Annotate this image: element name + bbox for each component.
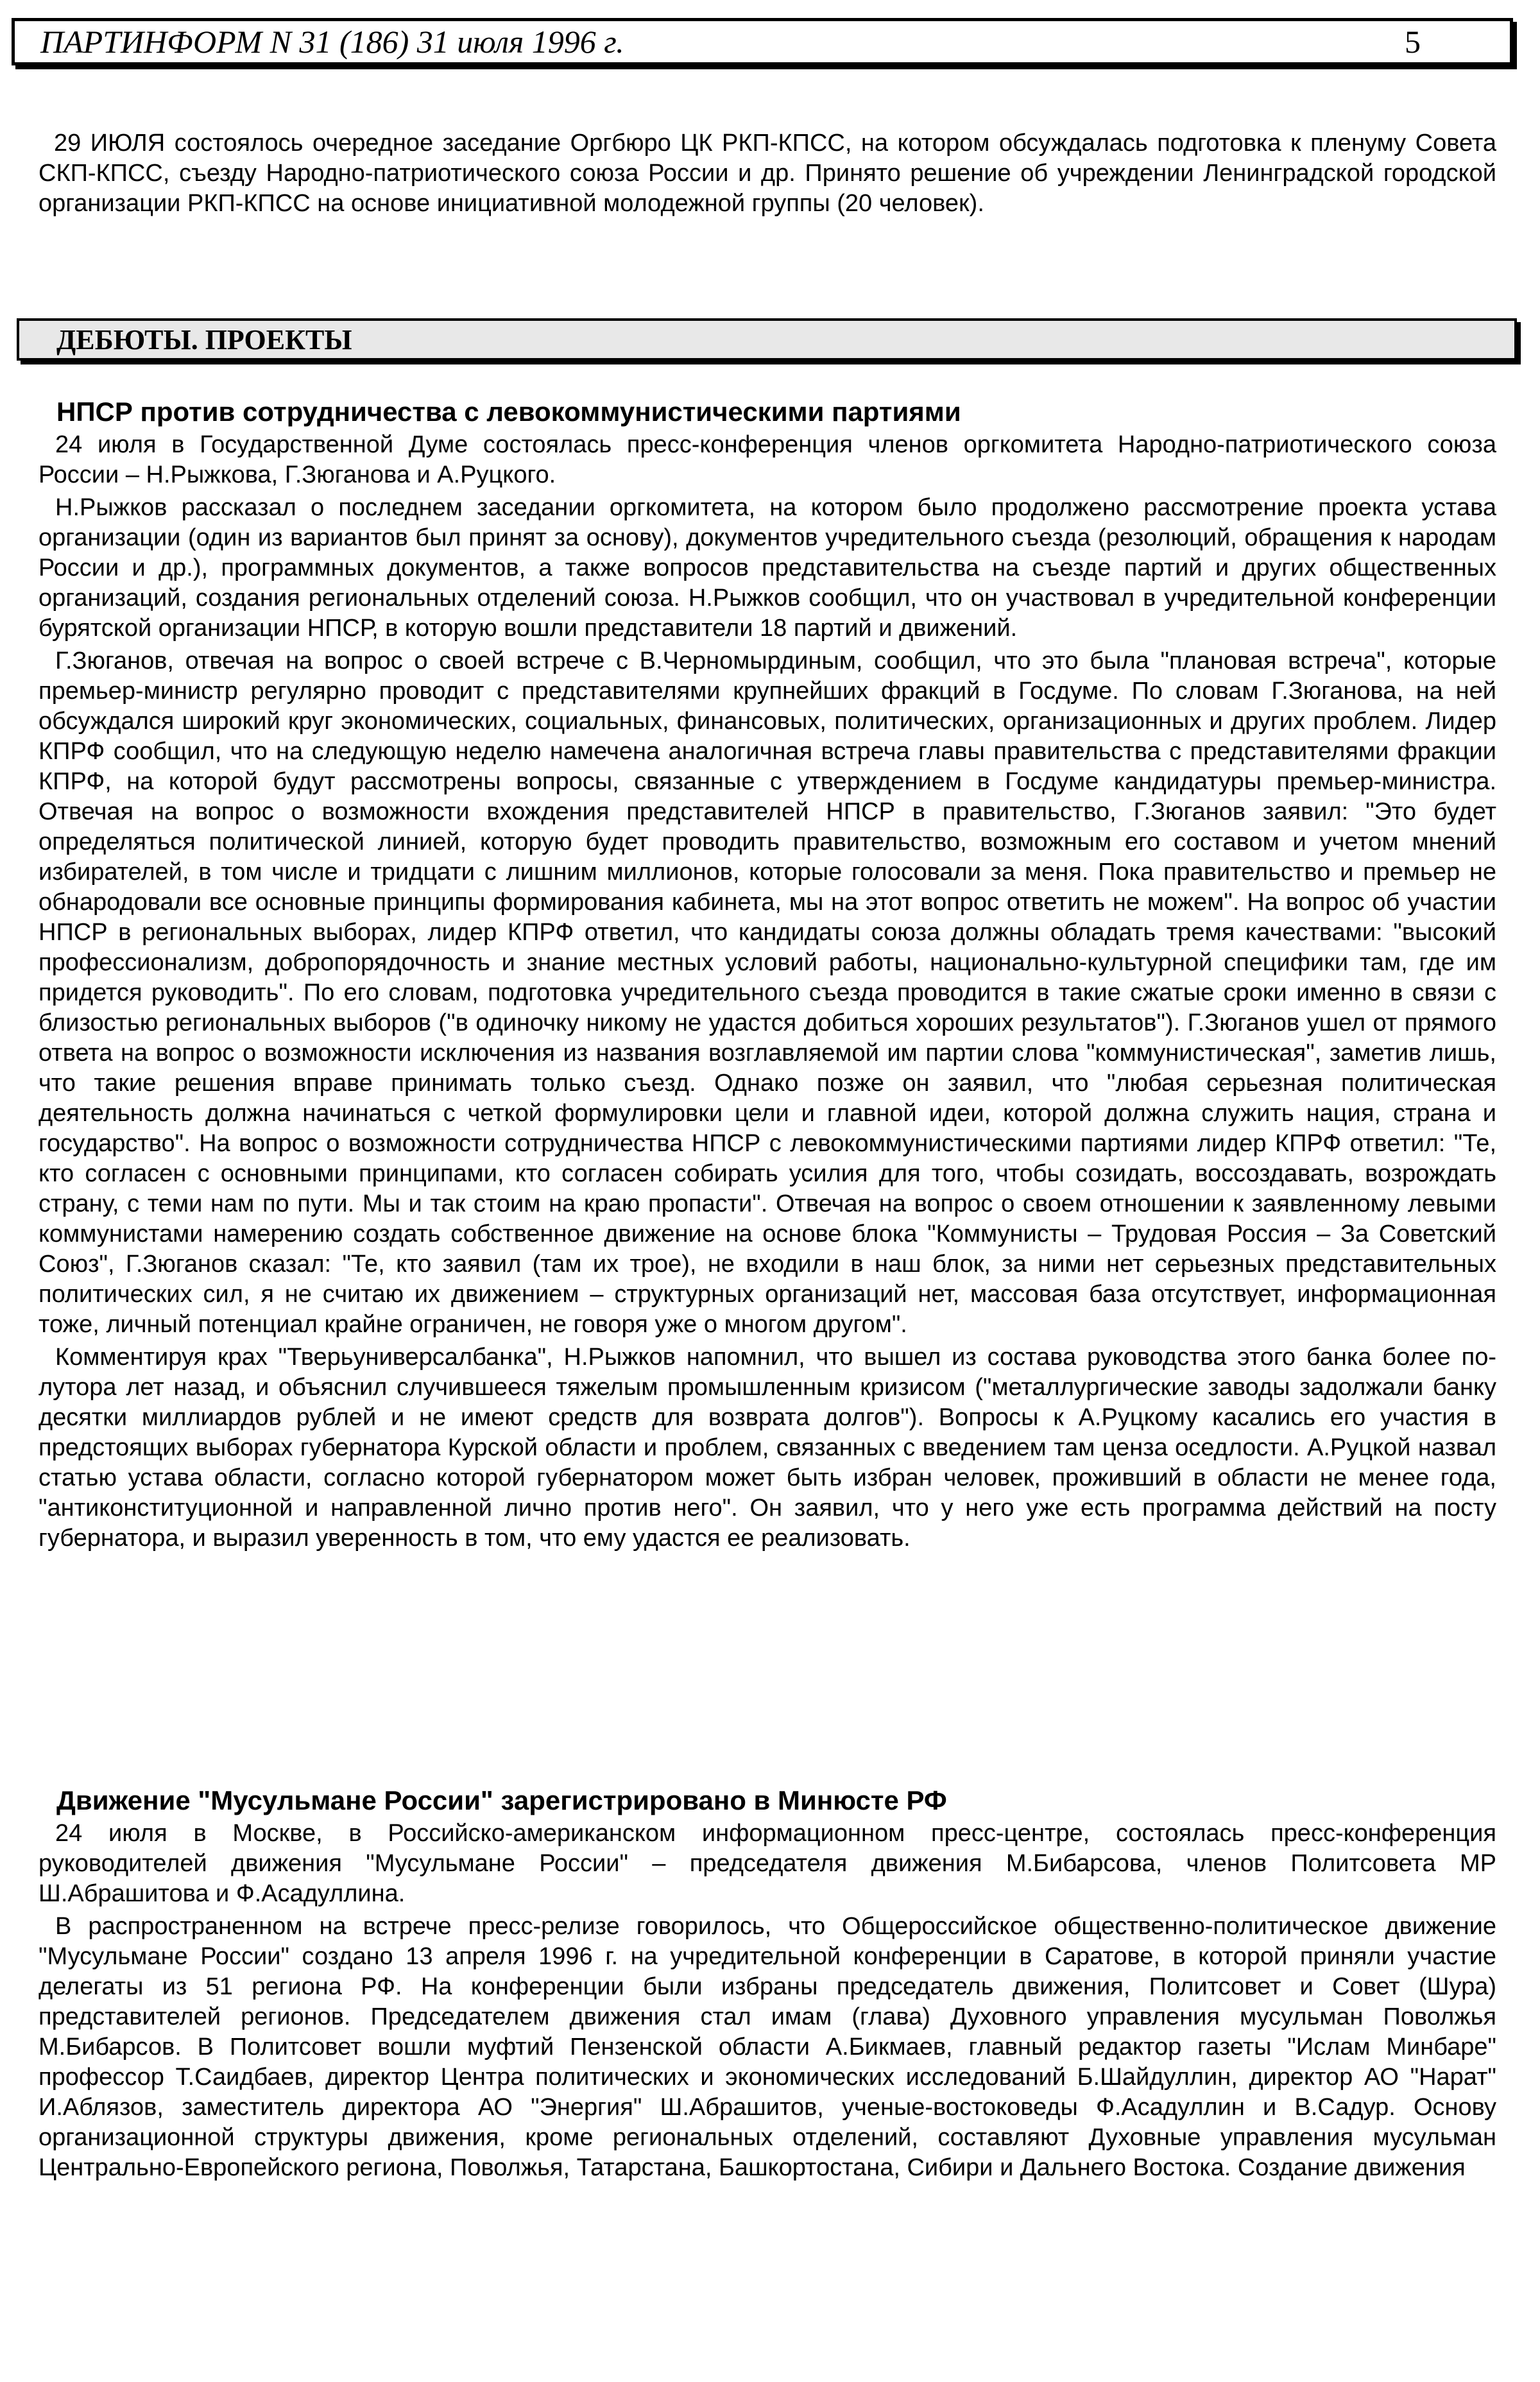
page-number: 5 (1405, 24, 1421, 60)
intro-paragraph: 29 ИЮЛЯ состоялось очередное заседание Оргбюро ЦК РКП-КПСС, на котором обсуждалась подготовка к пленуму Совета СКП-КПСС, съезду Народно-патриотического союза России и др. Принято решение об учреждении Ленинградской городской организации РКП-КПСС на основе инициативной молодежной группы (20 человек). (38, 130, 1496, 217)
article-paragraph: Комментируя крах "Тверьуниверсалбанка", Н.Рыжков напомнил, что вышел из состава руководства этого банка более по-лутора лет назад, и объяснил случившееся тяжелым промышленным кризисом ("металлургические заводы задолжали банку десятки миллиардов рублей и не имеют средств для возврата долгов"). Вопросы к А.Руцкому касались его участия в предстоящих выборах губернатора Курской области и проблем, связанных с введением там ценза оседлости. А.Руцкой назвал статью устава области, согласно которой губернатором может быть избран человек, проживший в области не менее года, "антиконституционной и направленной лично против него". Он заявил, что у него уже есть программа действий на посту губернатора, и выразил уверенность в том, что ему удастся ее реализовать. (38, 1344, 1496, 1552)
article-paragraph: В распространенном на встрече пресс-релизе говорилось, что Общероссийское общественно-политическое движение "Мусульмане России" создано 13 апреля 1996 г. на учредительной конференции в Саратове, в которой приняли участие делегаты из 51 региона РФ. На конференции были избраны председатель движения, Политсовет и Совет (Шура) представителей регионов. Председателем движения стал имам (глава) Духовного управления мусульман Поволжья М.Бибарсов. В Политсовет вошли муфтий Пензенской области А.Бикмаев, главный редактор газеты "Ислам Минбаре" профессор Т.Саидбаев, директор Центра политических и экономических исследований Б.Шайдуллин, директор АО "Нарат" И.Аблязов, заместитель директора АО "Энергия" Ш.Абрашитов, ученые-востоковеды Ф.Асадуллин и В.Садур. Основу организационной структуры движения, кроме региональных отделений, составляют Духовные управления мусульман Центрально-Европейского региона, Поволжья, Татарстана, Башкортостана, Сибири и Дальнего Востока. Создание движения (38, 1913, 1496, 2181)
section-heading-bar (17, 318, 1517, 361)
article-paragraph: Г.Зюганов, отвечая на вопрос о своей встрече с В.Черномырдиным, сообщил, что это была "плановая встреча", которые премьер-министр регулярно проводит с представителями крупнейших фракций в Госдуме. По словам Г.Зюганова, на ней обсуждался широкий круг экономических, социальных, финансовых, политических, организационных и других проблем. Лидер КПРФ сообщил, что на следующую неделю намечена аналогичная встреча главы правительства с представителями фракции КПРФ, на которой будут рассмотрены вопросы, связанные с утверждением в Госдуме кандидатуры премьер-министра. Отвечая на вопрос о возможности вхождения представителей НПСР в правительство, Г.Зюганов заявил: "Это будет определяться политической линией, которую будет проводить правительство, возможным его составом и учетом мнений избирателей, в том числе и тридцати с лишним миллионов, которые голосовали за меня. Пока правительство и премьер не обнародовали все основные принципы формирования кабинета, мы на этот вопрос ответить не можем". На вопрос об участии НПСР в региональных выборах, лидер КПРФ ответил, что кандидаты союза должны обладать тремя качествами: "высокий профессионализм, добропорядочность и знание местных условий работы, национально-культурной специфики там, где им придется руководить". По его словам, подготовка учредительного съезда проводится в такие сжатые сроки именно в связи с близостью региональных выборов ("в одиночку никому не удастся добиться хороших результатов"). Г.Зюганов ушел от прямого ответа на вопрос о возможности исключения из названия возглавляемой им партии слова "коммунистическая", заметив лишь, что такие решения вправе принимать только съезд. Однако позже он заявил, что "любая серьезная политическая деятельность должна начинаться с четкой формулировки цели и главной идеи, которой должна служить нация, страна и государство". На вопрос о возможности сотрудничества НПСР с левокоммунистическими партиями лидер КПРФ ответил: "Те, кто согласен с основными принципами, кто согласен собирать усилия для того, чтобы созидать, воссоздавать, возрождать страну, с теми нам по пути. Мы и так стоим на краю пропасти". Отвечая на вопрос о своем отношении к заявленному левыми коммунистами намерению создать собственное движение на основе блока "Коммунисты – Трудовая Россия – За Советский Союз", Г.Зюганов сказал: "Те, кто заявил (там их трое), не входили в наш блок, за ними нет серьезных представительных политических сил, я не считаю их движением – структурных организаций нет, массовая база отсутствует, информационная тоже, личный потенциал крайне ограничен, не говоря уже о многом другом". (38, 647, 1496, 1338)
page-header (12, 18, 1513, 65)
article-paragraph: Н.Рыжков рассказал о последнем заседании оргкомитета, на котором было продолжено рассмотрение проекта устава организации (один из вариантов был принят за основу), документов учредительного съезда (резолюций, обращения к народам России и др.), программных документов, а также вопросов представительства на съезде партий и других общественных организаций, создания региональных отделений союза. Н.Рыжков сообщил, что он участвовал в учредительной конференции бурятской организации НПСР, в которую вошли представители 18 партий и движений. (38, 494, 1496, 642)
article-title: Движение "Мусульмане России" зарегистрировано в Минюсте РФ (56, 1785, 947, 1815)
article (38, 395, 1496, 1556)
article (38, 1784, 1496, 2186)
article-paragraph: 24 июля в Государственной Думе состоялась пресс-конференция членов оргкомитета Народно-патриотического союза России – Н.Рыжкова, Г.Зюганова и А.Руцкого. (38, 431, 1496, 488)
article-title: НПСР против сотрудничества с левокоммунистическими партиями (56, 397, 961, 427)
section-heading: ДЕБЮТЫ. ПРОЕКТЫ (56, 324, 352, 356)
article-paragraph: 24 июля в Москве, в Российско-американском информационном пресс-центре, состоялась пресс-конференция руководителей движения "Мусульмане России" – председателя движения М.Бибарсова, членов Политсовета МР Ш.Абрашитова и Ф.Асадуллина. (38, 1820, 1496, 1907)
publication-title: ПАРТИНФОРМ N 31 (186) 31 июля 1996 г. (40, 24, 624, 60)
